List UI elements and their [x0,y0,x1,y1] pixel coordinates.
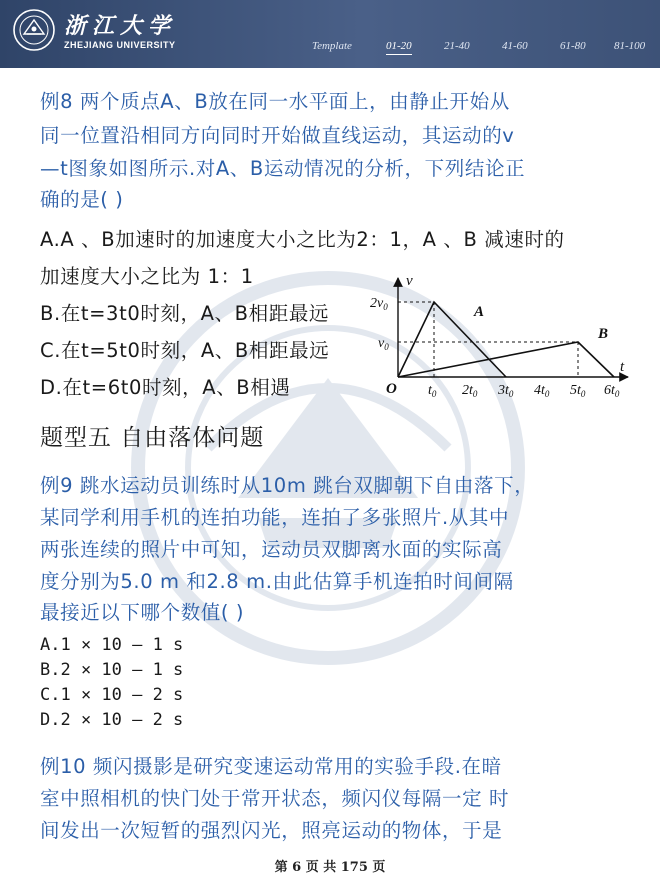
university-name-en: ZHEJIANG UNIVERSITY [64,40,176,50]
v-axis-label: v [406,273,413,289]
x-tick-3t0: $3t_0$ [498,383,514,399]
example9-line-3: 两张连续的照片中可知，运动员双脚离水面的实际高 [40,538,503,561]
example8-option-d: D.在t=6t0时刻，A、B相遇 [40,376,291,399]
x-tick-4t0: $4t_0$ [534,383,550,399]
university-name-cn: 浙江大学 [64,13,177,39]
example8-line-2: 同一位置沿相同方向同时开始做直线运动，其运动的v [40,124,515,147]
example9-line-4: 度分别为5.0 m 和2.8 m.由此估算手机连拍时间间隔 [40,570,514,593]
example9-option-b: B.2 × 10 — 1 s [40,660,184,680]
example8-line-3: —t图象如图所示.对A、B运动情况的分析，下列结论正 [40,157,526,180]
section5-title: 题型五 自由落体问题 [40,425,265,451]
example10-line-2: 室中照相机的快门处于常开状态，频闪仪每隔一定 时 [40,787,510,810]
y-tick-2v0: $2v_0$ [370,296,388,312]
vt-graph [366,272,636,407]
nav-item-21-40[interactable]: 21-40 [444,40,470,52]
example10-line-1: 例10 频闪摄影是研究变速运动常用的实验手段.在暗 [40,755,502,778]
example8-line-4: 确的是( ) [40,188,124,211]
nav-item-41-60[interactable]: 41-60 [502,40,528,52]
example8-option-c: C.在t=5t0时刻，A、B相距最远 [40,339,330,362]
example9-line-1: 例9 跳水运动员训练时从10m 跳台双脚朝下自由落下， [40,474,535,497]
x-tick-5t0: $5t_0$ [570,383,586,399]
example9-line-2: 某同学利用手机的连拍功能，连拍了多张照片.从其中 [40,506,510,529]
example8-line-1: 例8 两个质点A、B放在同一水平面上，由静止开始从 [40,90,510,113]
header-banner [0,0,660,68]
page-footer: 第 6 页 共 175 页 [274,860,386,875]
nav-item-61-80[interactable]: 61-80 [560,40,586,52]
x-tick-6t0: $6t_0$ [604,383,620,399]
example9-option-d: D.2 × 10 — 2 s [40,710,184,730]
y-tick-v0: $v_0$ [378,336,389,352]
university-seal-icon [12,8,56,52]
example8-option-a-line-2: 加速度大小之比为 1：1 [40,265,254,288]
top-nav [300,40,660,60]
example9-option-a: A.1 × 10 — 1 s [40,635,184,655]
t-axis-label: t [620,359,625,375]
origin-label: O [386,381,397,397]
nav-item-template[interactable]: Template [312,40,352,52]
example8-option-b: B.在t=3t0时刻，A、B相距最远 [40,302,330,325]
nav-item-81-100[interactable]: 81-100 [614,40,646,52]
x-tick-labels [428,383,620,399]
example8-option-a-line-1: A.A 、B加速时的加速度大小之比为2：1，A 、B 减速时的 [40,228,565,251]
example9-line-5: 最接近以下哪个数值( ) [40,601,245,624]
example10-line-3: 间发出一次短暂的强烈闪光，照亮运动的物体，于是 [40,819,503,842]
x-tick-2t0: $2t_0$ [462,383,478,399]
nav-item-01-20[interactable]: 01-20 [386,40,412,55]
line-a-label: A [474,304,485,320]
line-b-label: B [598,326,609,342]
example9-option-c: C.1 × 10 — 2 s [40,685,184,705]
line-b [398,342,614,377]
x-tick-t0: $t_0$ [428,383,437,399]
